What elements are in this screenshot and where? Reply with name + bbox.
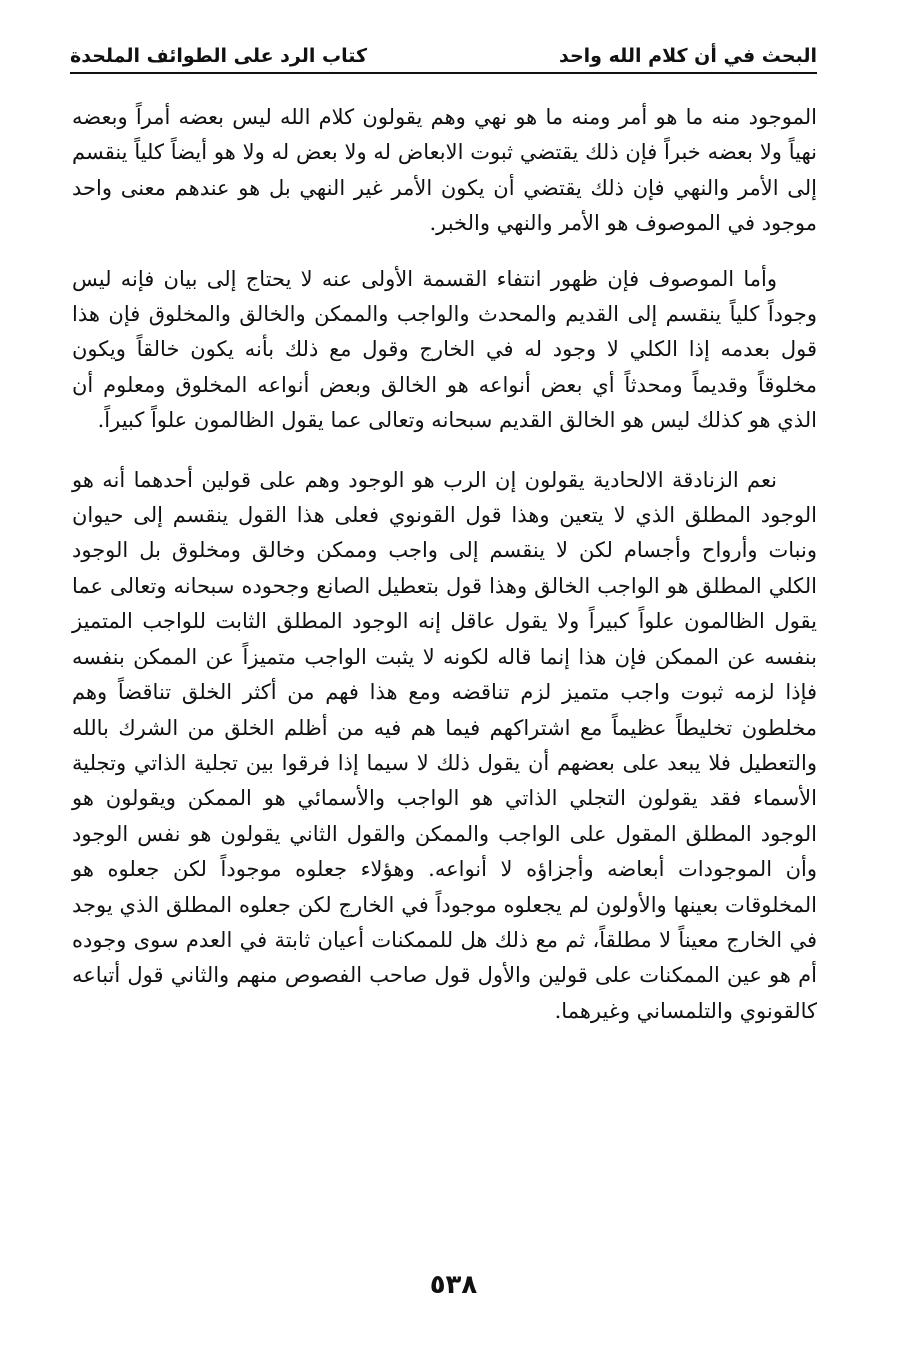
header-book-title: كتاب الرد على الطوائف الملحدة [70,45,368,67]
paragraph-2 [72,262,817,439]
running-header [70,34,817,74]
paragraph-3-text: نعم الزنادقة الالحادية يقولون إن الرب هو الوجود وهم على قولين أحدهما أنه هو الوجود المطلق الذي لا يتعين وهذا قول القونوي فعلى هذا القول ينقسم إلى حيوان ونبات وأرواح وأجسام لكن لا ينقسم إلى واجب وممكن وخالق ومخلوق بل الوجود الكلي المطلق هو الواجب الخالق وهذا قول بتعطيل الصانع وجحوده سبحانه وتعالى عما يقول الظالمون علواً كبيراً ولا يقول عاقل إنه الوجود المطلق الثابت للواجب المتميز بنفسه عن الممكن فإن هذا إنما قاله لكونه لا يثبت الواجب متميزاً عن الممكن بنفسه فإذا لزمه ثبوت واجب متميز لزم تناقضه ومع هذا فهم من أكثر الخلق تناقضاً وهم مخلطون تخليطاً عظيماً مع اشتراكهم فيما هم فيه من أظلم الخلق من الشرك بالله والتعطيل فلا يبعد على بعضهم أن يقول ذلك لا سيما إذا فرقوا بين تجلية الذاتي وتجلية الأسماء فقد يقولون التجلي الذاتي هو الواجب والأسمائي هو الممكن ويقولون هو الوجود المطلق المقول على الواجب والممكن والقول الثاني يقولون هو نفس الوجود وأن الموجودات أبعاضه وأجزاؤه لا أنواعه. وهؤلاء جعلوه موجوداً لكن جعلوه هو المخلوقات بعينها والأولون لم يجعلوه موجوداً في الخارج لكن جعلوه المطلق الذي يوجد في الخارج معيناً لا مطلقاً، ثم مع ذلك هل للممكنات أعيان ثابتة في العدم سوى وجوده أم هو عين الممكنات على قولين والأول قول صاحب الفصوص منهم والثاني قول أتباعه كالقونوي والتلمساني وغيرهما. [72,467,818,1023]
paragraph-1: الموجود منه ما هو أمر ومنه ما هو نهي وهم يقولون كلام الله ليس بعضه أمراً وبعضه نهياً ولا بعضه خبراً فإن ذلك يقتضي ثبوت الابعاض له ولا بعض له ولا هو أيضاً كلياً ينقسم إلى الأمر والنهي فإن ذلك يقتضي أن يكون الأمر غير النهي بل هو عندهم معنى واحد موجود في الموصوف هو الأمر والنهي والخبر. [72,105,817,236]
paragraph-2-text: وأما الموصوف فإن ظهور انتفاء القسمة الأولى عنه لا يحتاج إلى بيان فإنه ليس وجوداً كلياً ينقسم إلى القديم والمحدث والواجب والممكن والخالق والمخلوق فإن هذا قول بعدمه إذا الكلي لا وجود له في الخارج وقول مع ذلك بأنه يكون خالقاً ويكون مخلوقاً وقديماً ومحدثاً أي بعض أنواعه هو الخالق وبعض أنواعه المخلوق ومعلوم أن الذي هو كذلك ليس هو الخالق القديم سبحانه وتعالى عما يقول الظالمون علواً كبيراً. [72,266,817,433]
body-text [72,100,817,1029]
page-number: ٥٣٨ [429,1270,478,1300]
paragraph-3 [72,463,817,1030]
header-chapter-title: البحث في أن كلام الله واحد [559,45,817,67]
